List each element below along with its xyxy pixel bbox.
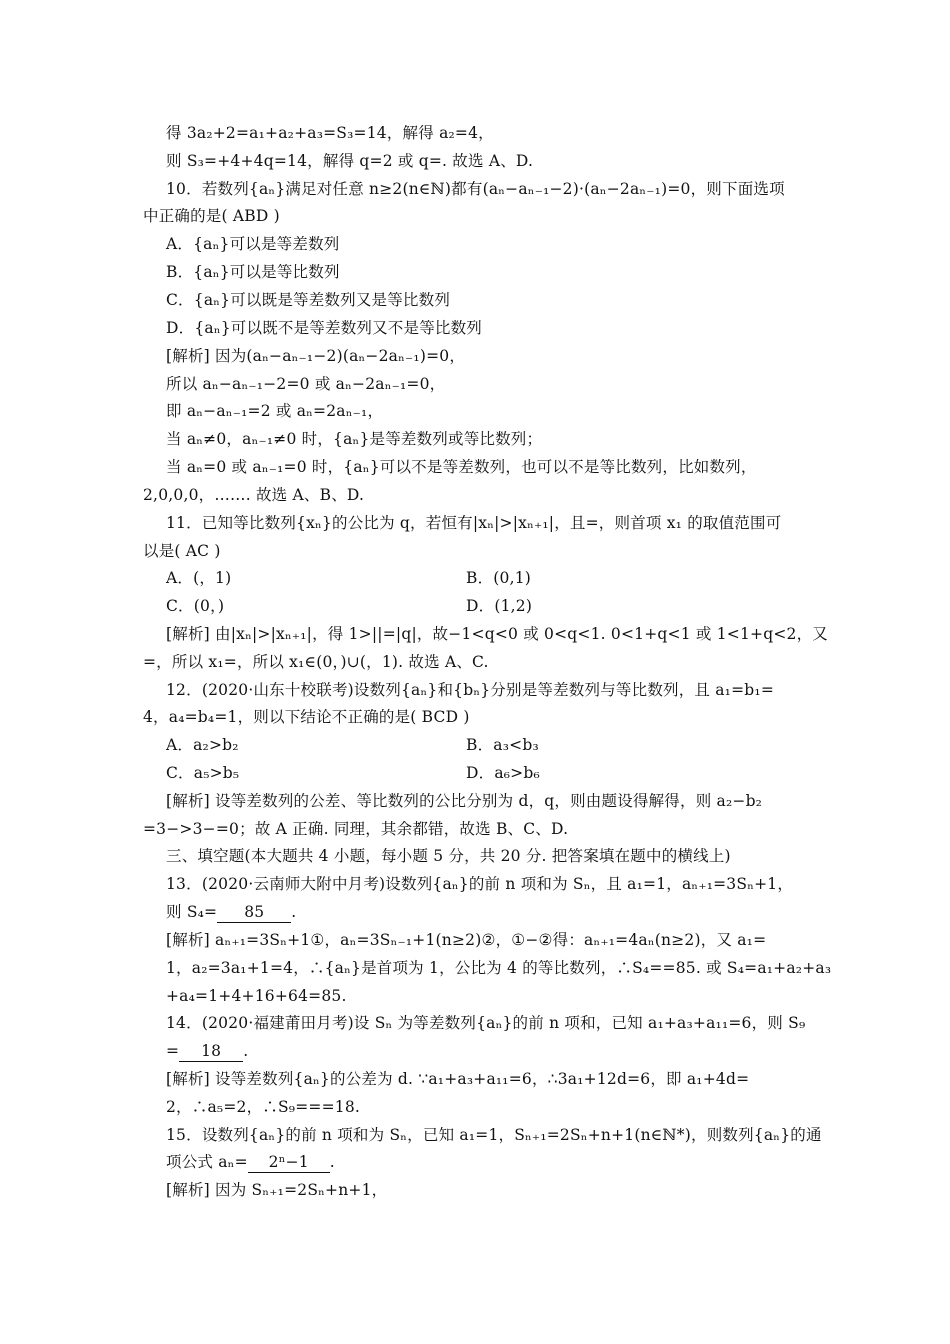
question-14: 14．(2020·福建莆田月考)设 Sₙ 为等差数列{aₙ}的前 n 项和，已知 a₁+a₃+a₁₁=6，则 S₉ [166,1014,806,1032]
answer-prefix: = [166,1042,180,1060]
analysis-line: [解析] 由|xₙ|>|xₙ₊₁|，得 1>||=|q|，故−1<q<0 或 0<q<1. 0<1+q<1 或 1<1+q<2，又 [166,625,828,643]
option-c: C．a₅>b₅ [166,764,240,782]
answer-blank: 2ⁿ−1 [248,1152,330,1173]
answer-blank: 18 [179,1041,243,1062]
text-line: 则 S₃=+4+4q=14，解得 q=2 或 q=. 故选 A、D. [166,152,534,170]
answer-prefix: 则 S₄= [166,903,218,921]
option-d: D．{aₙ}可以既不是等差数列又不是等比数列 [166,319,482,337]
question-13: 13．(2020·云南师大附中月考)设数列{aₙ}的前 n 项和为 Sₙ，且 a₁=1，aₙ₊₁=3Sₙ+1， [166,875,794,893]
option-b: B．(0,1) [466,569,532,587]
option-d: D．a₆>b₆ [466,764,540,782]
text-line: 所以 aₙ−aₙ₋₁−2=0 或 aₙ−2aₙ₋₁=0， [166,375,446,393]
text-line: 以是( AC ) [143,542,221,560]
analysis-line: [解析] aₙ₊₁=3Sₙ+1①，aₙ=3Sₙ₋₁+1(n≥2)②，①−②得：aₙ₊₁=4aₙ(n≥2)，又 a₁= [166,931,767,949]
option-d: D．(1,2) [466,597,533,615]
answer-line [166,1041,248,1062]
option-b: B．a₃<b₃ [466,736,539,754]
question-12: 12．(2020·山东十校联考)设数列{aₙ}和{bₙ}分别是等差数列与等比数列，且 a₁=b₁= [166,681,775,699]
text-line: =，所以 x₁=，所以 x₁∈(0，)∪(，1). 故选 A、C. [143,653,489,671]
option-a: A．{aₙ}可以是等差数列 [166,235,340,253]
option-c: C．(0，) [166,597,225,615]
text-line: 中正确的是( ABD ) [143,207,280,225]
text-line: 4，a₄=b₄=1，则以下结论不正确的是( BCD ) [143,708,470,726]
text-line: =3−>3−=0；故 A 正确. 同理，其余都错，故选 B、C、D. [143,820,569,838]
question-15: 15．设数列{aₙ}的前 n 项和为 Sₙ，已知 a₁=1，Sₙ₊₁=2Sₙ+n+1(n∈ℕ*)，则数列{aₙ}的通 [166,1126,822,1144]
question-11: 11．已知等比数列{xₙ}的公比为 q，若恒有|xₙ|>|xₙ₊₁|，且=，则首项 x₁ 的取值范围可 [166,514,782,532]
answer-line [166,1152,335,1173]
analysis-line: [解析] 设等差数列{aₙ}的公差为 d. ∵a₁+a₃+a₁₁=6，∴3a₁+12d=6，即 a₁+4d= [166,1070,750,1088]
text-line: 2,0,0,0，……. 故选 A、B、D. [143,486,365,504]
text-line: 1，a₂=3a₁+1=4，∴{aₙ}是首项为 1，公比为 4 的等比数列，∴S₄==85. 或 S₄=a₁+a₂+a₃ [166,959,832,977]
answer-line [166,902,296,923]
analysis-line: [解析] 因为(aₙ−aₙ₋₁−2)(aₙ−2aₙ₋₁)=0， [166,347,466,365]
answer-suffix: . [291,903,297,921]
answer-suffix: . [243,1042,249,1060]
option-c: C．{aₙ}可以既是等差数列又是等比数列 [166,291,451,309]
option-b: B．{aₙ}可以是等比数列 [166,263,340,281]
text-line: 当 aₙ≠0，aₙ₋₁≠0 时，{aₙ}是等差数列或等比数列； [166,430,543,448]
text-line: 得 3a₂+2=a₁+a₂+a₃=S₃=14，解得 a₂=4， [166,124,494,142]
answer-blank: 85 [217,902,291,923]
option-a: A．(，1) [166,569,232,587]
question-10: 10．若数列{aₙ}满足对任意 n≥2(n∈ℕ)都有(aₙ−aₙ₋₁−2)·(aₙ−2aₙ₋₁)=0，则下面选项 [166,180,785,198]
answer-suffix: . [329,1153,335,1171]
text-line: +a₄=1+4+16+64=85. [166,987,347,1005]
text-line: 当 aₙ=0 或 aₙ₋₁=0 时，{aₙ}可以不是等差数列，也可以不是等比数列，比如数列， [166,458,757,476]
text-line: 即 aₙ−aₙ₋₁=2 或 aₙ=2aₙ₋₁， [166,402,384,420]
answer-prefix: 项公式 aₙ= [166,1153,248,1171]
analysis-line: [解析] 因为 Sₙ₊₁=2Sₙ+n+1， [166,1181,388,1199]
text-line: 2，∴a₅=2，∴S₉===18. [166,1098,361,1116]
analysis-line: [解析] 设等差数列的公差、等比数列的公比分别为 d，q，则由题设得解得，则 a₂−b₂ [166,792,763,810]
option-a: A．a₂>b₂ [166,736,239,754]
section-heading: 三、填空题(本大题共 4 小题，每小题 5 分，共 20 分. 把答案填在题中的横线上) [166,847,731,865]
